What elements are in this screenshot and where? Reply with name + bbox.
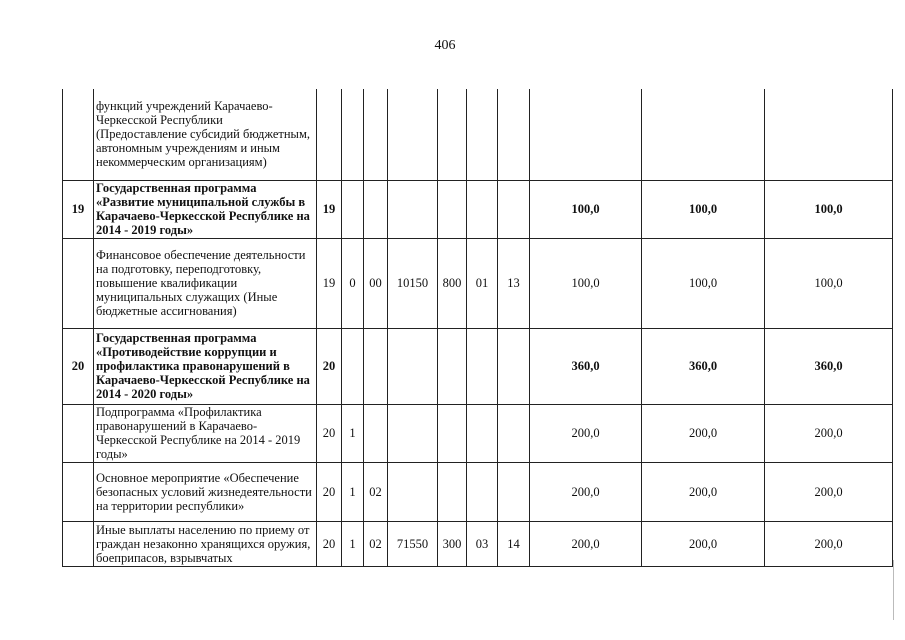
code-subsection-cell xyxy=(498,328,530,404)
code-subprogram-cell: 00 xyxy=(364,238,388,328)
code-ministry-cell: 19 xyxy=(317,180,342,238)
amount-year3-cell: 100,0 xyxy=(765,180,893,238)
table-row xyxy=(63,521,893,566)
amount-year2-cell: 100,0 xyxy=(642,180,765,238)
description-cell: Основное мероприятие «Обеспечение безопасных условий жизнедеятельности на территории республики» xyxy=(94,462,317,521)
amount-year3-cell xyxy=(765,89,893,180)
code-subprogram-cell: 02 xyxy=(364,462,388,521)
code-expense-type-cell xyxy=(438,462,467,521)
row-number-cell xyxy=(63,89,94,180)
amount-year2-cell xyxy=(642,89,765,180)
code-direction-cell xyxy=(388,404,438,462)
row-number-cell xyxy=(63,238,94,328)
code-direction-cell xyxy=(388,328,438,404)
code-expense-type-cell xyxy=(438,180,467,238)
code-program-cell xyxy=(342,89,364,180)
code-direction-cell: 71550 xyxy=(388,521,438,566)
code-program-cell: 0 xyxy=(342,238,364,328)
row-number-cell xyxy=(63,404,94,462)
code-section-cell xyxy=(467,328,498,404)
row-number-cell: 19 xyxy=(63,180,94,238)
code-expense-type-cell xyxy=(438,404,467,462)
code-subsection-cell xyxy=(498,180,530,238)
code-section-cell xyxy=(467,404,498,462)
row-number-cell: 20 xyxy=(63,328,94,404)
amount-year2-cell: 360,0 xyxy=(642,328,765,404)
code-direction-cell: 10150 xyxy=(388,238,438,328)
code-ministry-cell: 19 xyxy=(317,238,342,328)
code-section-cell xyxy=(467,462,498,521)
description-cell: Подпрограмма «Профилактика правонарушений в Карачаево-Черкесской Республике на 2014 - 2019 годы» xyxy=(94,404,317,462)
description-cell: Иные выплаты населению по приему от граждан незаконно хранящихся оружия, боеприпасов, взрывчатых xyxy=(94,521,317,566)
amount-year1-cell: 100,0 xyxy=(530,238,642,328)
code-ministry-cell: 20 xyxy=(317,328,342,404)
code-direction-cell xyxy=(388,89,438,180)
table-row xyxy=(63,404,893,462)
table-row xyxy=(63,238,893,328)
amount-year1-cell: 360,0 xyxy=(530,328,642,404)
amount-year1-cell: 200,0 xyxy=(530,462,642,521)
code-subprogram-cell xyxy=(364,89,388,180)
code-program-cell xyxy=(342,180,364,238)
code-subprogram-cell xyxy=(364,404,388,462)
table-row xyxy=(63,462,893,521)
amount-year3-cell: 200,0 xyxy=(765,462,893,521)
table-row xyxy=(63,328,893,404)
code-subsection-cell xyxy=(498,462,530,521)
code-expense-type-cell: 300 xyxy=(438,521,467,566)
amount-year1-cell: 100,0 xyxy=(530,180,642,238)
code-subprogram-cell: 02 xyxy=(364,521,388,566)
code-ministry-cell xyxy=(317,89,342,180)
code-ministry-cell: 20 xyxy=(317,462,342,521)
code-subsection-cell xyxy=(498,404,530,462)
amount-year3-cell: 360,0 xyxy=(765,328,893,404)
budget-table xyxy=(62,89,893,567)
code-program-cell xyxy=(342,328,364,404)
code-subsection-cell: 14 xyxy=(498,521,530,566)
code-direction-cell xyxy=(388,462,438,521)
code-ministry-cell: 20 xyxy=(317,404,342,462)
amount-year3-cell: 200,0 xyxy=(765,521,893,566)
description-cell: Государственная программа «Противодействие коррупции и профилактика правонарушений в Карачаево-Черкесской Республике на 2014 - 2020 годы» xyxy=(94,328,317,404)
amount-year2-cell: 200,0 xyxy=(642,404,765,462)
amount-year1-cell: 200,0 xyxy=(530,521,642,566)
scan-artifact xyxy=(893,560,894,620)
code-ministry-cell: 20 xyxy=(317,521,342,566)
amount-year2-cell: 100,0 xyxy=(642,238,765,328)
description-cell: функций учреждений Карачаево-Черкесской Республики (Предоставление субсидий бюджетным, автономным учреждениям и иным некоммерческим организациям) xyxy=(94,89,317,180)
amount-year1-cell: 200,0 xyxy=(530,404,642,462)
table-row xyxy=(63,89,893,180)
code-subsection-cell xyxy=(498,89,530,180)
description-cell: Финансовое обеспечение деятельности на подготовку, переподготовку, повышение квалификации муниципальных служащих (Иные бюджетные ассигнования) xyxy=(94,238,317,328)
code-program-cell: 1 xyxy=(342,462,364,521)
amount-year3-cell: 200,0 xyxy=(765,404,893,462)
code-direction-cell xyxy=(388,180,438,238)
code-program-cell: 1 xyxy=(342,404,364,462)
amount-year3-cell: 100,0 xyxy=(765,238,893,328)
code-expense-type-cell xyxy=(438,89,467,180)
code-expense-type-cell xyxy=(438,328,467,404)
amount-year2-cell: 200,0 xyxy=(642,462,765,521)
code-section-cell: 01 xyxy=(467,238,498,328)
code-subprogram-cell xyxy=(364,328,388,404)
code-subprogram-cell xyxy=(364,180,388,238)
code-section-cell xyxy=(467,180,498,238)
row-number-cell xyxy=(63,462,94,521)
row-number-cell xyxy=(63,521,94,566)
code-expense-type-cell: 800 xyxy=(438,238,467,328)
amount-year2-cell: 200,0 xyxy=(642,521,765,566)
amount-year1-cell xyxy=(530,89,642,180)
page-number: 406 xyxy=(434,38,456,53)
description-cell: Государственная программа «Развитие муниципальной службы в Карачаево-Черкесской Республике на 2014 - 2019 годы» xyxy=(94,180,317,238)
code-program-cell: 1 xyxy=(342,521,364,566)
code-section-cell: 03 xyxy=(467,521,498,566)
code-subsection-cell: 13 xyxy=(498,238,530,328)
code-section-cell xyxy=(467,89,498,180)
table-row xyxy=(63,180,893,238)
